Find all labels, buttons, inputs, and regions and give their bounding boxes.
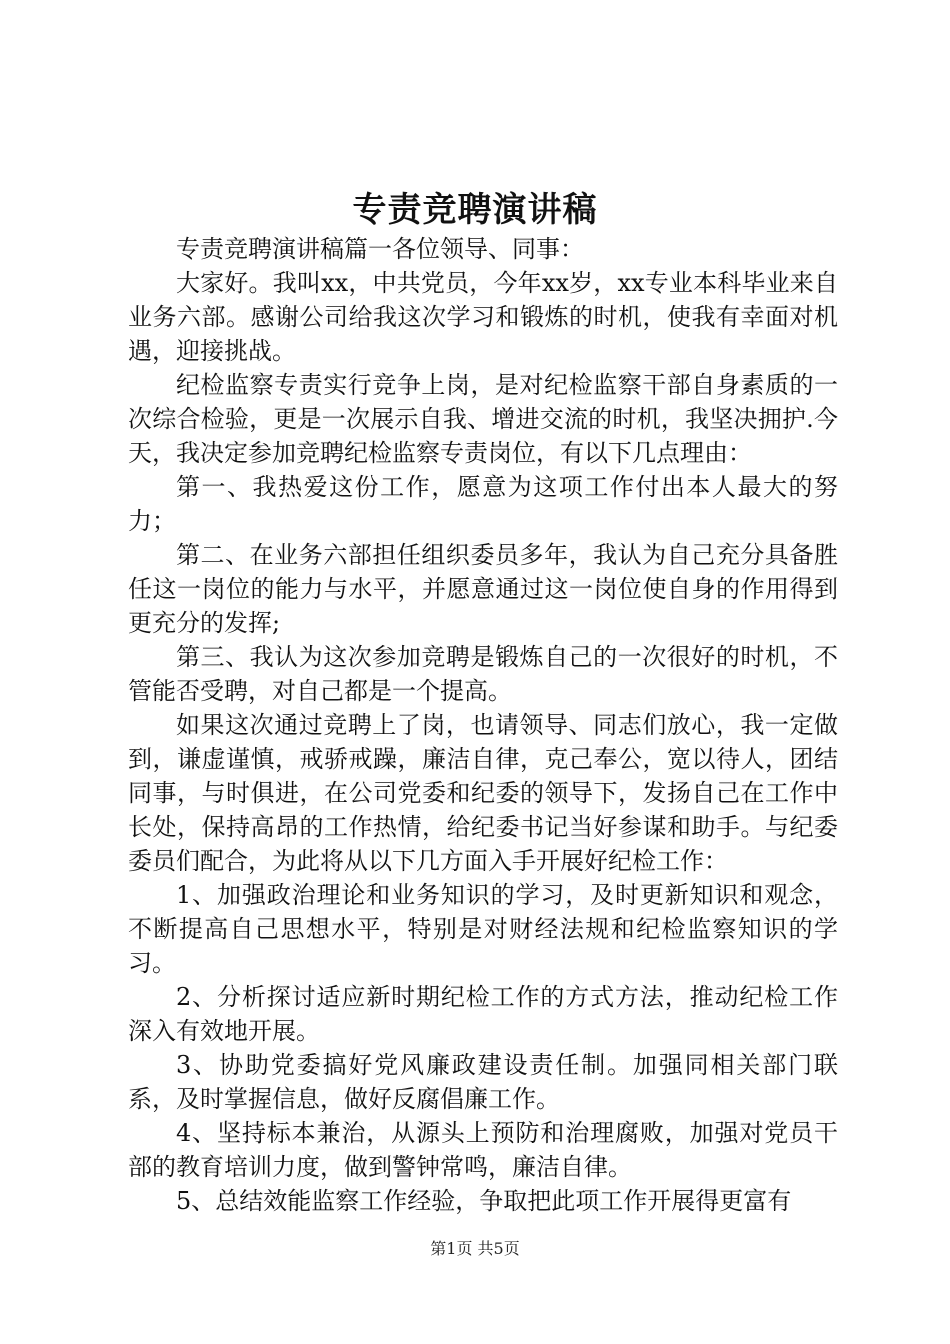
paragraph: 大家好。我叫xx，中共党员，今年xx岁，xx专业本科毕业来自业务六部。感谢公司给我这次学习和锻炼的时机，使我有幸面对机遇，迎接挑战。 [128,269,838,365]
paragraph: 3、协助党委搞好党风廉政建设责任制。加强同相关部门联系，及时掌握信息，做好反腐倡廉工作。 [128,1051,838,1113]
document-title: 专责竞聘演讲稿 [352,190,598,230]
paragraph: 纪检监察专责实行竞争上岗，是对纪检监察干部自身素质的一次综合检验，更是一次展示自我、增进交流的时机，我坚决拥护.今天，我决定参加竞聘纪检监察专责岗位，有以下几点理由： [128,371,838,467]
paragraph: 4、坚持标本兼治，从源头上预防和治理腐败，加强对党员干部的教育培训力度，做到警钟常鸣，廉洁自律。 [128,1119,838,1181]
document-body [128,232,838,1218]
paragraph: 如果这次通过竞聘上了岗，也请领导、同志们放心，我一定做到，谦虚谨慎，戒骄戒躁，廉洁自律，克己奉公，宽以待人，团结同事，与时俱进，在公司党委和纪委的领导下，发扬自己在工作中长处，保持高昂的工作热情，给纪委书记当好参谋和助手。与纪委委员们配合，为此将从以下几方面入手开展好纪检工作： [128,711,838,875]
paragraph: 2、分析探讨适应新时期纪检工作的方式方法，推动纪检工作深入有效地开展。 [128,983,838,1045]
page-number-footer: 第1页 共5页 [430,1239,520,1258]
paragraph: 5、总结效能监察工作经验，争取把此项工作开展得更富有 [176,1187,792,1215]
paragraph: 1、加强政治理论和业务知识的学习，及时更新知识和观念，不断提高自己思想水平，特别是对财经法规和纪检监察知识的学习。 [128,881,838,977]
paragraph: 专责竞聘演讲稿篇一各位领导、同事： [176,235,584,263]
paragraph: 第一、我热爱这份工作，愿意为这项工作付出本人最大的努力； [128,473,838,535]
paragraph: 第三、我认为这次参加竞聘是锻炼自己的一次很好的时机，不管能否受聘，对自己都是一个提高。 [128,643,838,705]
paragraph: 第二、在业务六部担任组织委员多年，我认为自己充分具备胜任这一岗位的能力与水平，并愿意通过这一岗位使自身的作用得到更充分的发挥; [128,541,838,637]
